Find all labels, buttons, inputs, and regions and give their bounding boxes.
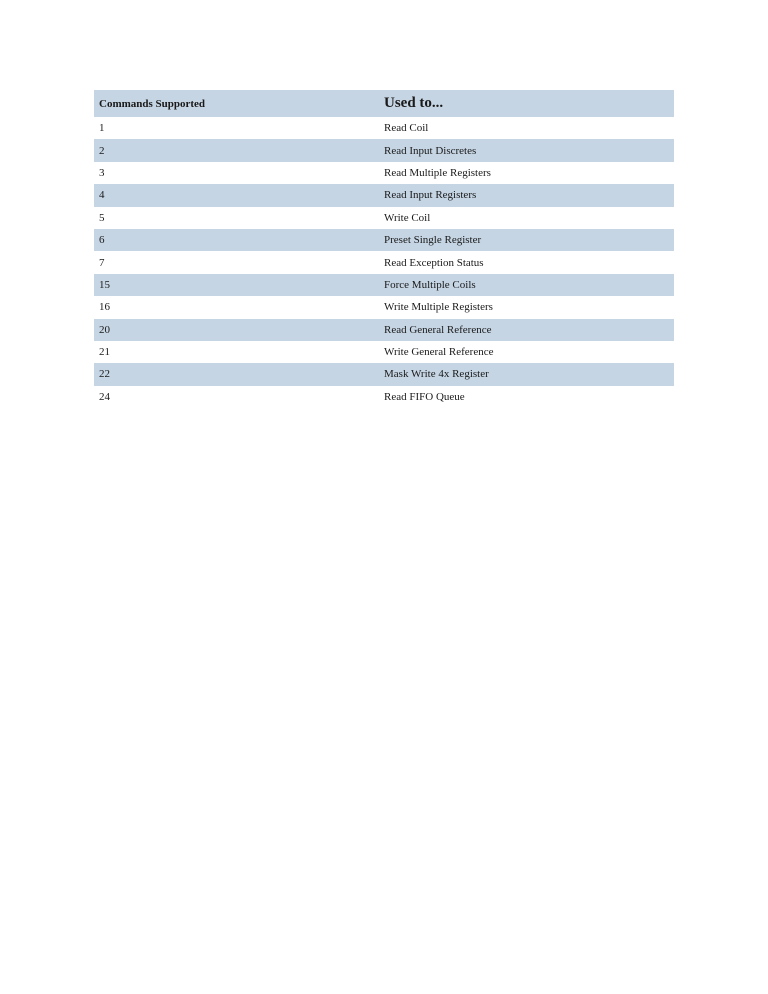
header-used-to: Used to... <box>384 95 444 111</box>
header-commands-supported: Commands Supported <box>99 97 206 110</box>
table-row <box>94 296 674 318</box>
command-use: Read General Reference <box>384 323 492 336</box>
table-body <box>94 117 674 408</box>
command-code: 6 <box>99 234 105 247</box>
table-row <box>94 229 674 251</box>
table-row <box>94 251 674 273</box>
table-row <box>94 162 674 184</box>
command-code: 24 <box>99 390 110 403</box>
command-code: 21 <box>99 346 110 359</box>
command-use: Mask Write 4x Register <box>384 368 489 381</box>
table-header-row <box>94 90 674 117</box>
command-code: 4 <box>99 189 105 202</box>
command-use: Read Input Registers <box>384 189 477 202</box>
table-row <box>94 341 674 363</box>
table-row <box>94 139 674 161</box>
table-row <box>94 386 674 408</box>
command-code: 7 <box>99 256 105 269</box>
command-use: Read Coil <box>384 122 429 135</box>
command-code: 5 <box>99 211 105 224</box>
command-code: 15 <box>99 278 110 291</box>
command-code: 16 <box>99 301 110 314</box>
command-use: Read Exception Status <box>384 256 484 269</box>
command-code: 1 <box>99 122 105 135</box>
command-use: Force Multiple Coils <box>384 278 476 291</box>
table-row <box>94 363 674 385</box>
table-row <box>94 184 674 206</box>
command-use: Write Coil <box>384 211 431 224</box>
command-use: Write General Reference <box>384 346 494 359</box>
command-code: 2 <box>99 144 105 157</box>
table-header <box>94 90 674 117</box>
command-code: 22 <box>99 368 110 381</box>
command-code: 20 <box>99 323 110 336</box>
commands-table <box>94 90 674 408</box>
command-use: Read Multiple Registers <box>384 166 491 179</box>
table-row <box>94 274 674 296</box>
table-row <box>94 319 674 341</box>
command-use: Preset Single Register <box>384 234 482 247</box>
table-row <box>94 117 674 139</box>
table-row <box>94 207 674 229</box>
command-code: 3 <box>99 166 105 179</box>
command-use: Read FIFO Queue <box>384 390 465 403</box>
command-use: Read Input Discretes <box>384 144 477 157</box>
command-use: Write Multiple Registers <box>384 301 493 314</box>
